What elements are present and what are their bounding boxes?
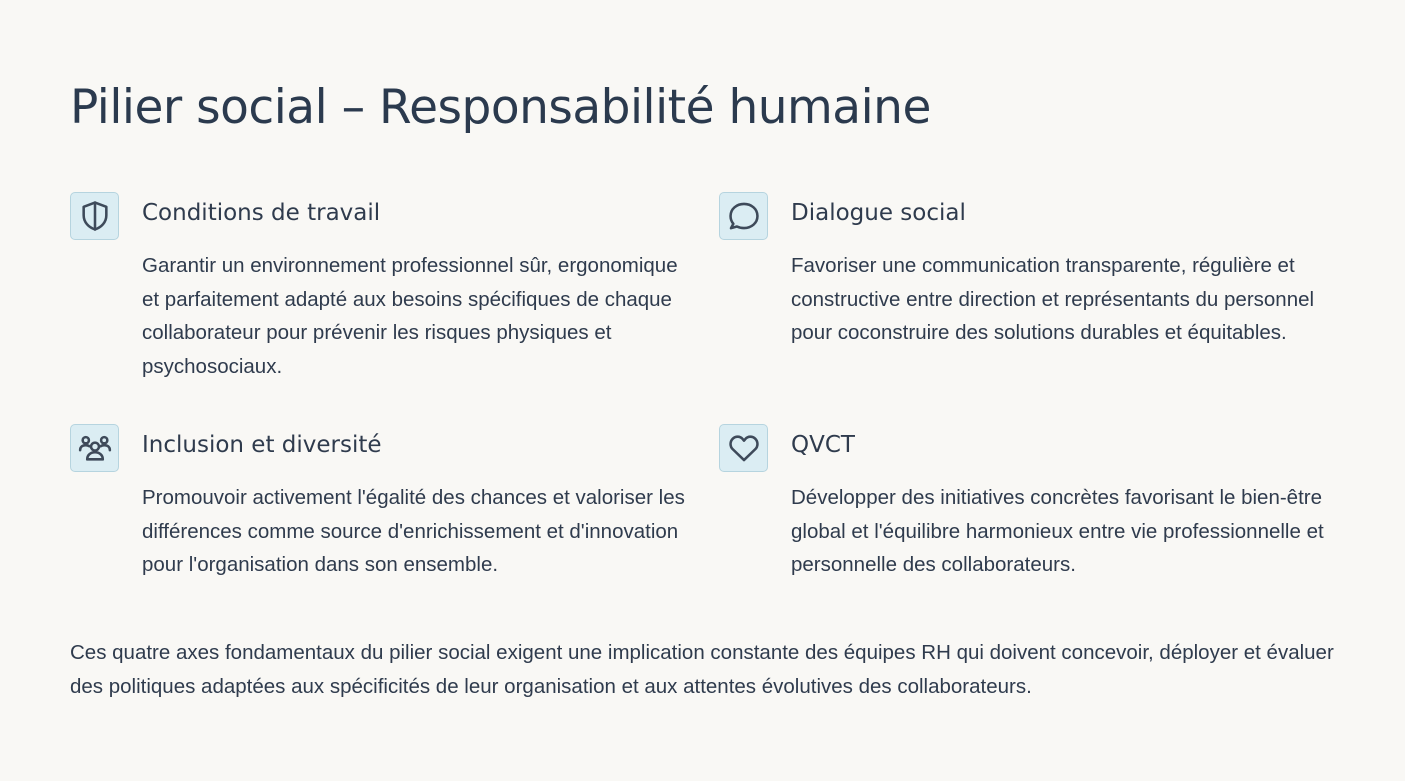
shield-icon (70, 192, 119, 240)
page-title: Pilier social – Responsabilité humaine (70, 80, 931, 135)
card-title: QVCT (791, 432, 855, 458)
speech-bubble-icon (719, 192, 768, 240)
card-title: Conditions de travail (142, 200, 381, 226)
card-title: Dialogue social (791, 200, 966, 226)
heart-icon (719, 424, 768, 472)
summary-paragraph: Ces quatre axes fondamentaux du pilier social exigent une implication constante des équipes RH qui doivent concevoir, déployer et évaluer des politiques adaptées aux spécificités de leur organisation et aux attentes évolutives des collaborateurs. (70, 641, 1334, 698)
people-group-icon (70, 424, 119, 472)
card-description: Promouvoir activement l'égalité des chances et valoriser les différences comme source d'enrichissement et d'innovation pour l'organisation dans son ensemble. (142, 486, 685, 576)
card-description: Garantir un environnement professionnel sûr, ergonomique et parfaitement adapté aux besoins spécifiques de chaque collaborateur pour prévenir les risques physiques et psychosociaux. (142, 254, 678, 378)
card-description: Développer des initiatives concrètes favorisant le bien-être global et l'équilibre harmonieux entre vie professionnelle et personnelle des collaborateurs. (791, 486, 1324, 576)
card-description: Favoriser une communication transparente, régulière et constructive entre direction et représentants du personnel pour coconstruire des solutions durables et équitables. (791, 254, 1315, 344)
card-title: Inclusion et diversité (142, 432, 382, 458)
